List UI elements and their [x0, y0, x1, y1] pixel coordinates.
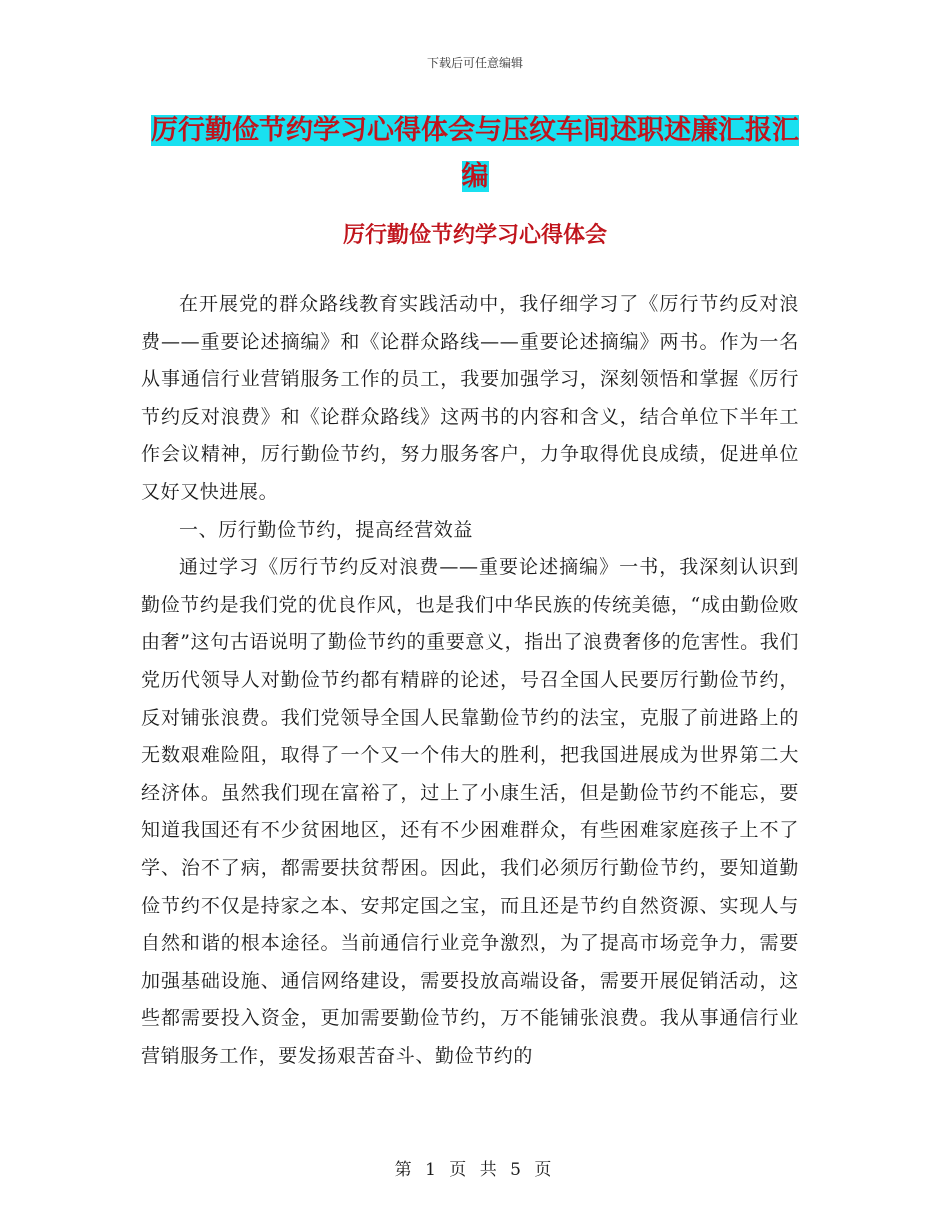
header-note: 下载后可任意编辑 [426, 56, 523, 70]
paragraph-body-1: 通过学习《厉行节约反对浪费——重要论述摘编》一书，我深刻认识到勤俭节约是我们党的优良作风，也是我们中华民族的传统美德，“成由勤俭败由奢”这句古语说明了勤俭节约的重要意义，指出了浪费奢侈的危害性。我们党历代领导人对勤俭节约都有精辟的论述，号召全国人民要厉行勤俭节约，反对铺张浪费。我们党领导全国人民靠勤俭节约的法宝，克服了前进路上的无数艰难险阻，取得了一个又一个伟大的胜利，把我国进展成为世界第二大经济体。虽然我们现在富裕了，过上了小康生活，但是勤俭节约不能忘，要知道我国还有不少贫困地区，还有不少困难群众，有些困难家庭孩子上不了学、治不了病，都需要扶贫帮困。因此，我们必须厉行勤俭节约，要知道勤俭节约不仅是持家之本、安邦定国之宝，而且还是节约自然资源、实现人与自然和谐的根本途径。当前通信行业竞争激烈，为了提高市场竞争力，需要加强基础设施、通信网络建设，需要投放高端设备，需要开展促销活动，这些都需要投入资金，更加需要勤俭节约，万不能铺张浪费。我从事通信行业营销服务工作，要发扬艰苦奋斗、勤俭节约的 [141, 556, 799, 1067]
page-footer: 第 1 页 共 5 页 [394, 1160, 556, 1180]
document-title-text: 厉行勤俭节约学习心得体会与压纹车间述职述廉汇报汇编 [151, 115, 799, 192]
document-title [140, 108, 810, 200]
paragraph-intro: 在开展党的群众路线教育实践活动中，我仔细学习了《厉行节约反对浪费——重要论述摘编》和《论群众路线——重要论述摘编》两书。作为一名从事通信行业营销服务工作的员工，我要加强学习，深刻领悟和掌握《厉行节约反对浪费》和《论群众路线》这两书的内容和含义，结合单位下半年工作会议精神，厉行勤俭节约，努力服务客户，力争取得优良成绩，促进单位又好又快进展。 [141, 293, 799, 503]
section-title: 厉行勤俭节约学习心得体会 [342, 223, 607, 248]
document-body [141, 286, 799, 1075]
paragraph-heading-1: 一、厉行勤俭节约，提高经营效益 [179, 518, 474, 541]
